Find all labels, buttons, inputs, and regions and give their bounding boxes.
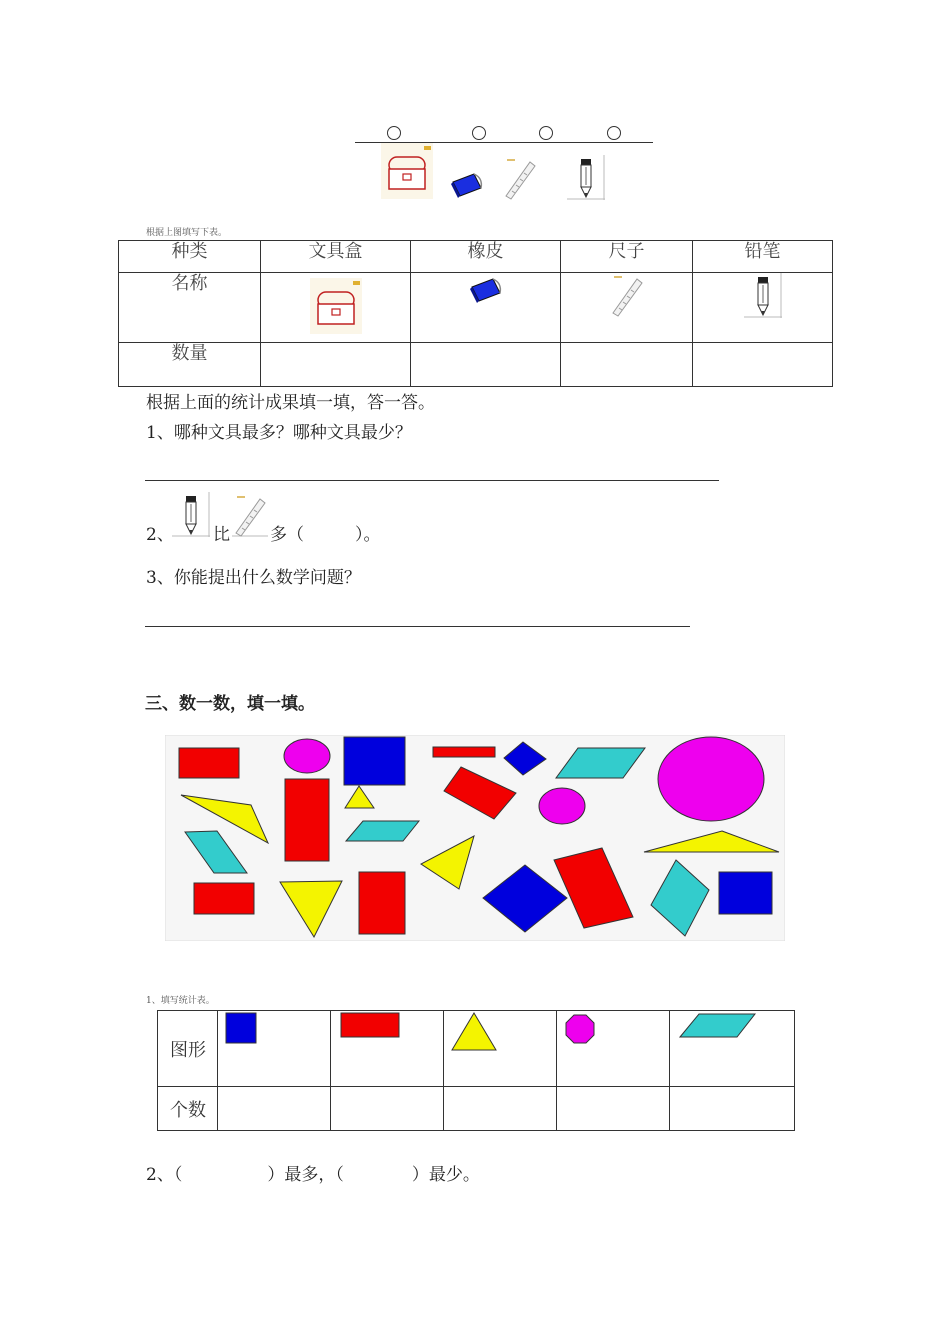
- question-3: 3、你能提出什么数学问题？: [146, 568, 361, 588]
- questions-intro: 根据上面的统计成果填一填，答一答。: [146, 393, 435, 413]
- stationery-table: [118, 240, 833, 387]
- answer-circle-4[interactable]: [607, 126, 621, 140]
- section-3-sub1: 1、填写统计表。: [146, 996, 215, 1006]
- shapes-picture: [165, 735, 785, 941]
- count-cell-triangle[interactable]: [444, 1087, 557, 1131]
- ruler-icon: [609, 273, 645, 317]
- count-cell-circle[interactable]: [557, 1087, 670, 1131]
- answer-circle-3[interactable]: [539, 126, 553, 140]
- count-cell-rectangle[interactable]: [331, 1087, 444, 1131]
- count-cell-parallelogram[interactable]: [670, 1087, 795, 1131]
- count-cell-pencil-box[interactable]: [261, 343, 411, 387]
- shape-cell-rectangle: [331, 1011, 444, 1087]
- pencil-icon: [744, 273, 782, 318]
- count-cell-square[interactable]: [218, 1087, 331, 1131]
- blue-square-icon: [225, 1012, 265, 1046]
- question-2-suffix: 多（ ）。: [270, 525, 381, 545]
- count-cell-ruler[interactable]: [561, 343, 693, 387]
- pencil-box-icon: [381, 143, 433, 199]
- section-3-title: 三、数一数，填一填。: [145, 694, 315, 714]
- count-cell-eraser[interactable]: [411, 343, 561, 387]
- pencil-box-icon: [310, 278, 362, 334]
- pencil-icon: [172, 492, 210, 537]
- answer-circle-2[interactable]: [472, 126, 486, 140]
- column-pencil-box: 文具盒: [261, 241, 411, 273]
- name-cell-pencil: [693, 273, 833, 343]
- stats-note: 根据上图填写下表。: [146, 228, 228, 238]
- name-cell-ruler: [561, 273, 693, 343]
- answer-circle-1[interactable]: [387, 126, 401, 140]
- ruler-icon: [502, 156, 538, 200]
- shape-row-label: 图形: [158, 1011, 218, 1087]
- question-2-mid: 比: [213, 525, 230, 545]
- red-rectangle-icon: [340, 1012, 404, 1040]
- column-pencil: 铅笔: [693, 241, 833, 273]
- answer-line-1[interactable]: [145, 480, 719, 481]
- column-eraser: 橡皮: [411, 241, 561, 273]
- teal-parallelogram-icon: [679, 1012, 759, 1040]
- name-cell-pencil-box: [261, 273, 411, 343]
- shape-cell-circle: [557, 1011, 670, 1087]
- name-cell-eraser: [411, 273, 561, 343]
- answer-line-3[interactable]: [145, 626, 690, 627]
- eraser-icon: [469, 275, 503, 305]
- shape-count-table: [157, 1010, 795, 1131]
- shape-cell-triangle: [444, 1011, 557, 1087]
- column-ruler: 尺子: [561, 241, 693, 273]
- magenta-circle-icon: [565, 1014, 599, 1048]
- header-row-label: 种类: [119, 241, 261, 273]
- ruler-icon: [232, 493, 268, 537]
- yellow-triangle-icon: [451, 1011, 501, 1053]
- question-2-prefix: 2、: [146, 525, 174, 545]
- count-row-label: 个数: [158, 1087, 218, 1131]
- name-row-label: 名称: [119, 273, 261, 343]
- pencil-icon: [567, 155, 605, 200]
- eraser-icon: [450, 170, 484, 200]
- count-cell-pencil[interactable]: [693, 343, 833, 387]
- shape-cell-square: [218, 1011, 331, 1087]
- count-row-label: 数量: [119, 343, 261, 387]
- shape-cell-parallelogram: [670, 1011, 795, 1087]
- question-1: 1、哪种文具最多？哪种文具最少？: [146, 423, 412, 443]
- section-3-question-2: 2、（ ）最多，（ ）最少。: [146, 1165, 480, 1185]
